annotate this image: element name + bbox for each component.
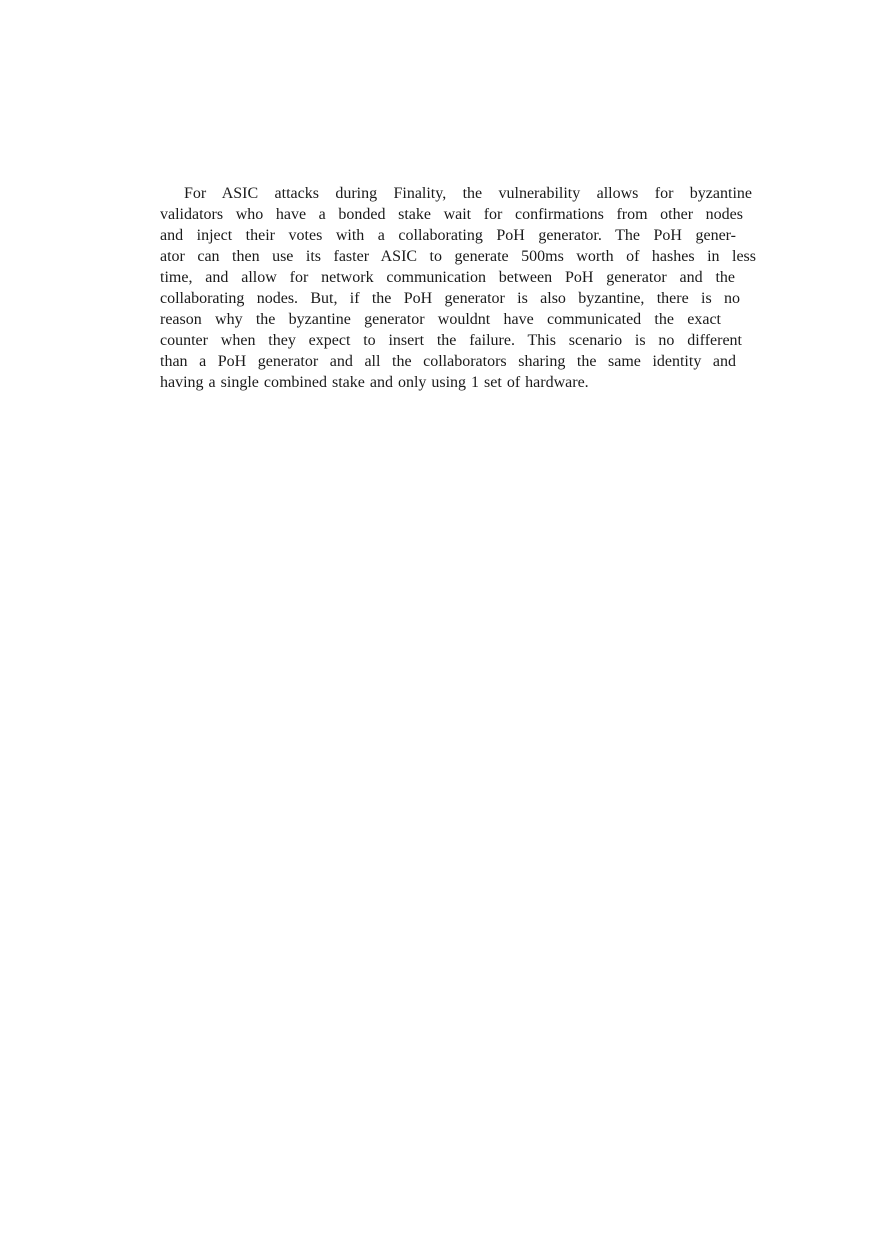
paragraph-line: time, and allow for network communication between PoH generator and the — [160, 269, 735, 286]
paragraph-line: collaborating nodes. But, if the PoH generator is also byzantine, there is no — [160, 290, 740, 307]
paragraph-line: validators who have a bonded stake wait for confirmations from other nodes — [160, 206, 743, 223]
paragraph-line: For ASIC attacks during Finality, the vulnerability allows for byzantine — [184, 185, 752, 202]
body-paragraph — [160, 183, 760, 393]
paragraph-line: having a single combined stake and only using 1 set of hardware. — [160, 374, 589, 391]
paragraph-line: and inject their votes with a collaborating PoH generator. The PoH gener- — [160, 227, 736, 244]
paragraph-line: than a PoH generator and all the collaborators sharing the same identity and — [160, 353, 736, 370]
paragraph-line: counter when they expect to insert the failure. This scenario is no different — [160, 332, 742, 349]
paragraph-line: ator can then use its faster ASIC to generate 500ms worth of hashes in less — [160, 248, 756, 265]
paragraph-line: reason why the byzantine generator wouldnt have communicated the exact — [160, 311, 721, 328]
